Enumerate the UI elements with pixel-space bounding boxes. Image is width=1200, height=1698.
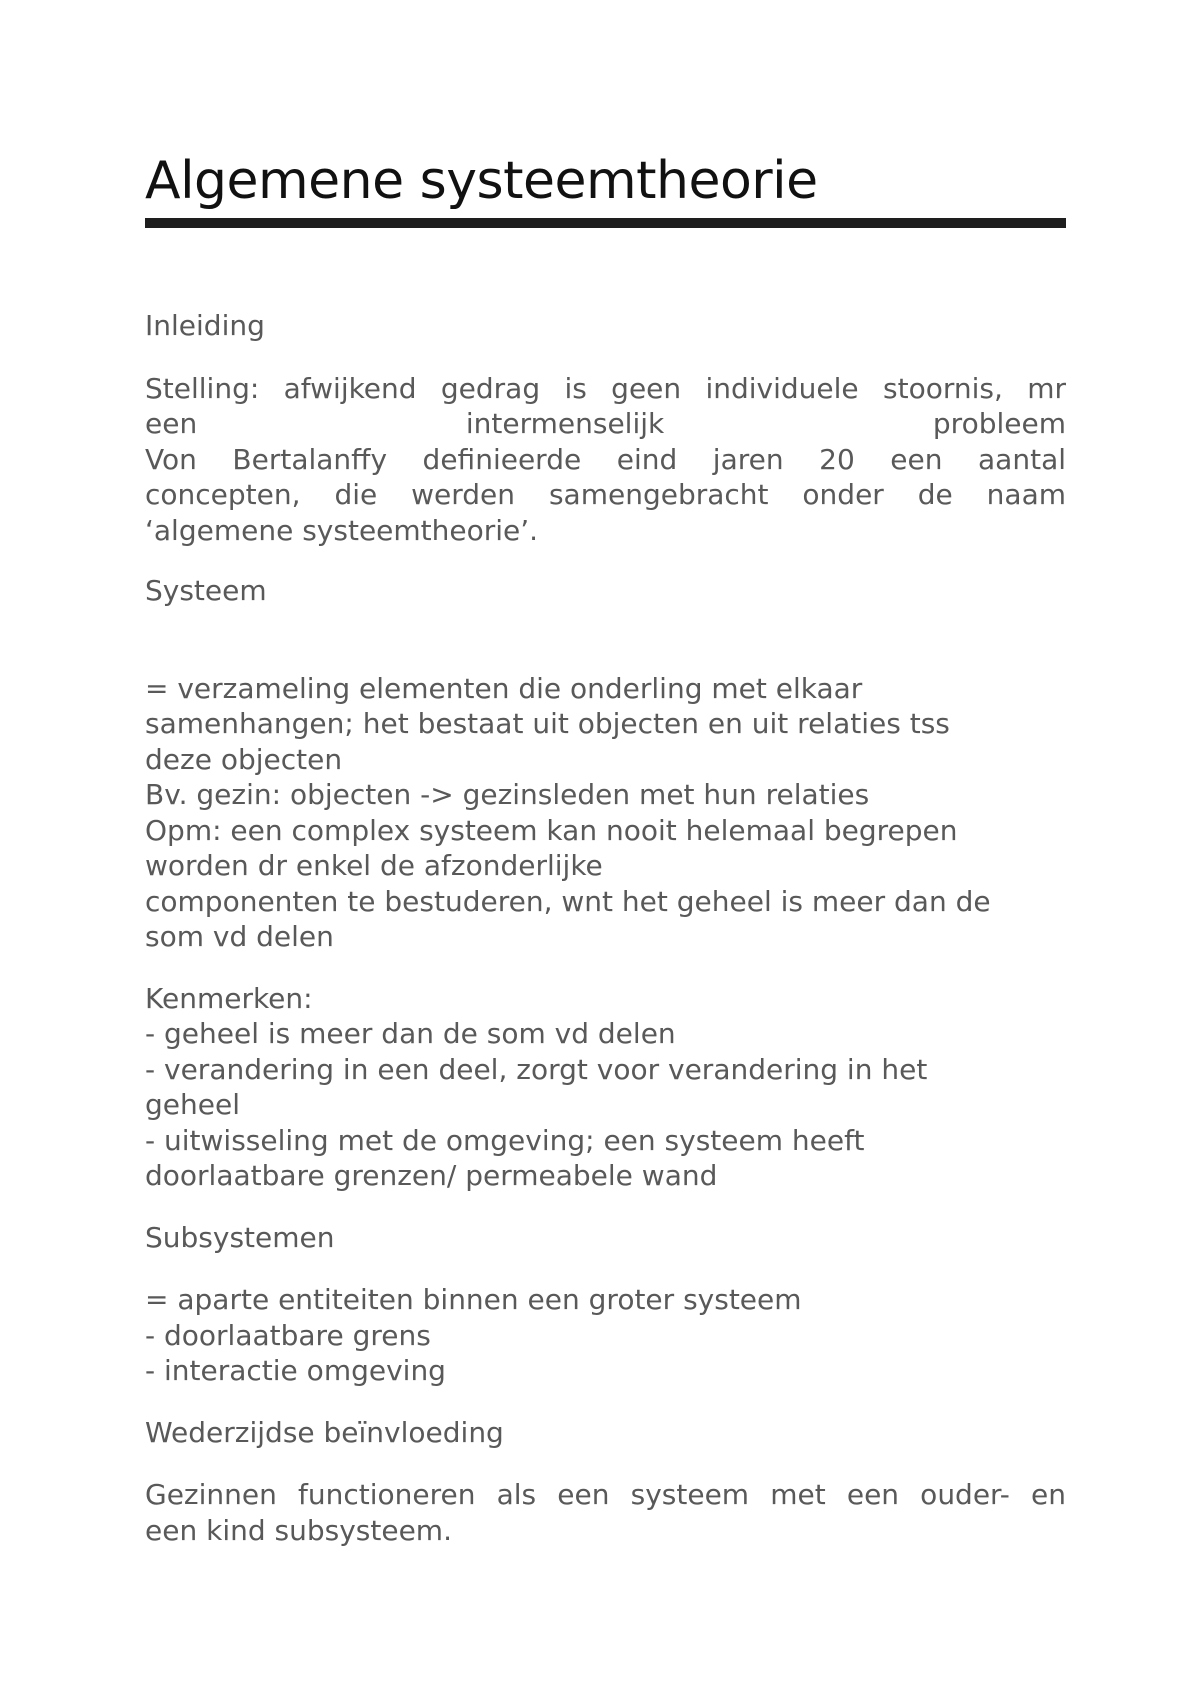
paragraph-line: worden dr enkel de afzonderlijke [145, 849, 603, 882]
paragraph-line: deze objecten [145, 742, 343, 776]
document-content [145, 146, 1066, 1548]
paragraph-line: = aparte entiteiten binnen een groter systeem [145, 1283, 802, 1316]
paragraph-line: = verzameling elementen die onderling met elkaar [145, 671, 863, 705]
paragraph-inleiding [145, 371, 1066, 549]
paragraph-kenmerken [145, 981, 1066, 1194]
paragraph-systeem [145, 671, 1066, 955]
paragraph-line: Opm: een complex systeem kan nooit helemaal begrepen [145, 813, 958, 847]
document-title: Algemene systeemtheorie [145, 151, 818, 211]
paragraph-wederzijdse-beinvloeding [145, 1477, 1066, 1548]
paragraph-line: Kenmerken: [145, 981, 313, 1015]
paragraph-line: concepten, die werden samengebracht onder de naam [145, 478, 1066, 511]
paragraph-line: som vd delen [145, 920, 334, 953]
list-item: - uitwisseling met de omgeving; een systeem heeft [145, 1123, 865, 1157]
title-underline-rule [145, 218, 1066, 228]
section-heading-subsystemen: Subsystemen [145, 1220, 335, 1254]
paragraph-line: doorlaatbare grenzen/ permeabele wand [145, 1159, 718, 1192]
list-item: - verandering in een deel, zorgt voor verandering in het [145, 1052, 928, 1086]
paragraph-line: componenten te bestuderen, wnt het geheel is meer dan de [145, 884, 991, 918]
list-item: - geheel is meer dan de som vd delen [145, 1017, 676, 1050]
paragraph-line: een intermenselijk probleem [145, 407, 1066, 440]
paragraph-line: Stelling: afwijkend gedrag is geen individuele stoornis, mr [145, 371, 1066, 405]
list-item: - interactie omgeving [145, 1354, 446, 1387]
list-item: - doorlaatbare grens [145, 1318, 431, 1352]
section-heading-inleiding: Inleiding [145, 309, 265, 342]
section-heading-systeem: Systeem [145, 574, 267, 607]
paragraph-line: een kind subsysteem. [145, 1513, 452, 1547]
paragraph-line: geheel [145, 1088, 240, 1121]
paragraph-line: Gezinnen functioneren als een systeem met een ouder- en [145, 1478, 1066, 1511]
paragraph-line: ‘algemene systeemtheorie’. [145, 513, 539, 547]
paragraph-line: samenhangen; het bestaat uit objecten en uit relaties tss [145, 707, 950, 740]
paragraph-line: Von Bertalanffy definieerde eind jaren 20 een aantal [145, 442, 1066, 476]
paragraph-subsystemen [145, 1282, 1066, 1389]
paragraph-line: Bv. gezin: objecten -> gezinsleden met hun relaties [145, 778, 870, 811]
section-heading-wederzijdse-beinvloeding: Wederzijdse beïnvloeding [145, 1415, 504, 1449]
